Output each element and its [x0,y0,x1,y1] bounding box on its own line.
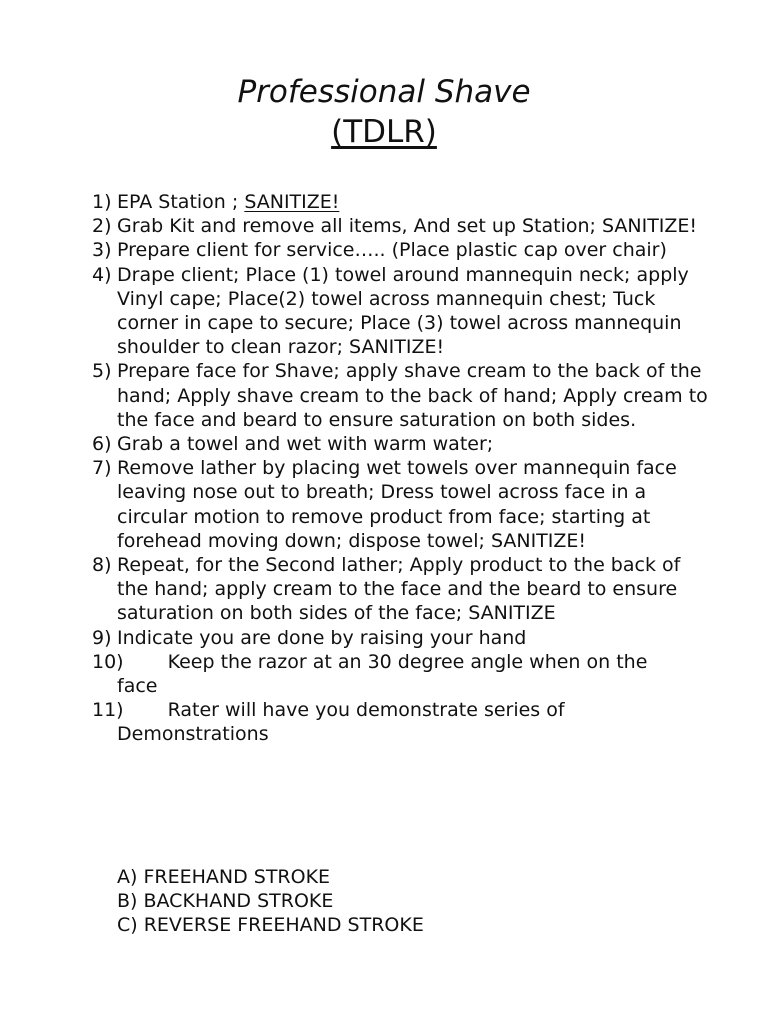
step-text: Repeat, for the Second lather; Apply product to the back of the hand; apply cream to the face and the beard to ensure saturation on both sides of the face; SANITIZE [117,554,681,625]
document-subtitle: (TDLR) [331,114,437,150]
step-text: Indicate you are done by raising your hand [117,626,527,649]
step-item-10 [92,650,712,698]
step-text: Keep the razor at an 30 degree angle when on the [167,650,648,673]
step-text: Rater will have you demonstrate series of [167,699,565,722]
step-item-7 [92,456,712,553]
step-text-main: EPA Station ; [117,191,245,213]
step-number: 9) [92,626,112,649]
step-item-1 [92,190,712,214]
demonstrations-list [117,865,424,938]
demonstration-item: C) REVERSE FREEHAND STROKE [117,914,424,937]
demonstration-item: B) BACKHAND STROKE [117,890,334,913]
step-number: 10) [92,650,124,673]
step-item-2 [92,214,712,238]
step-item-6 [92,432,712,456]
step-number: 11) [92,699,124,722]
step-number: 1) [92,191,112,213]
step-text: Remove lather by placing wet towels over mannequin face leaving nose out to breath; Dress towel across face in a circular motion to remove product from face; starting at forehead moving down; dispose towel; SANITIZE! [117,457,677,552]
step-number: 8) [92,554,112,577]
step-text [117,190,712,214]
step-item-11 [92,698,712,746]
step-number: 3) [92,239,112,262]
step-text: Prepare client for service….. (Place plastic cap over chair) [117,239,667,262]
step-text: Grab a towel and wet with warm water; [117,433,494,456]
document-title: Professional Shave [237,74,531,110]
step-emphasis: SANITIZE! [244,191,340,213]
demonstration-item: A) FREEHAND STROKE [117,866,331,888]
step-item-8 [92,553,712,626]
step-number: 7) [92,457,112,480]
step-text: Grab Kit and remove all items, And set up Station; SANITIZE! [117,215,698,238]
step-text: Prepare face for Shave; apply shave cream to the back of the hand; Apply shave cream to the back of hand; Apply cream to the face and beard to ensure saturation on both sides. [117,360,708,431]
step-text-continued: Demonstrations [117,723,269,746]
step-item-9 [92,626,712,650]
step-text: Drape client; Place (1) towel around mannequin neck; apply Vinyl cape; Place(2) towel across mannequin chest; Tuck corner in cape to secure; Place (3) towel across mannequin shoulder to clean razor; SANITIZE! [117,263,689,359]
step-text-continued: face [117,675,158,698]
step-number: 4) [92,263,112,286]
step-number: 5) [92,360,112,383]
step-number: 6) [92,433,112,456]
step-item-3 [92,238,712,262]
step-item-4 [92,263,712,360]
step-item-5 [92,359,712,432]
step-number: 2) [92,215,112,238]
steps-list [92,190,712,747]
